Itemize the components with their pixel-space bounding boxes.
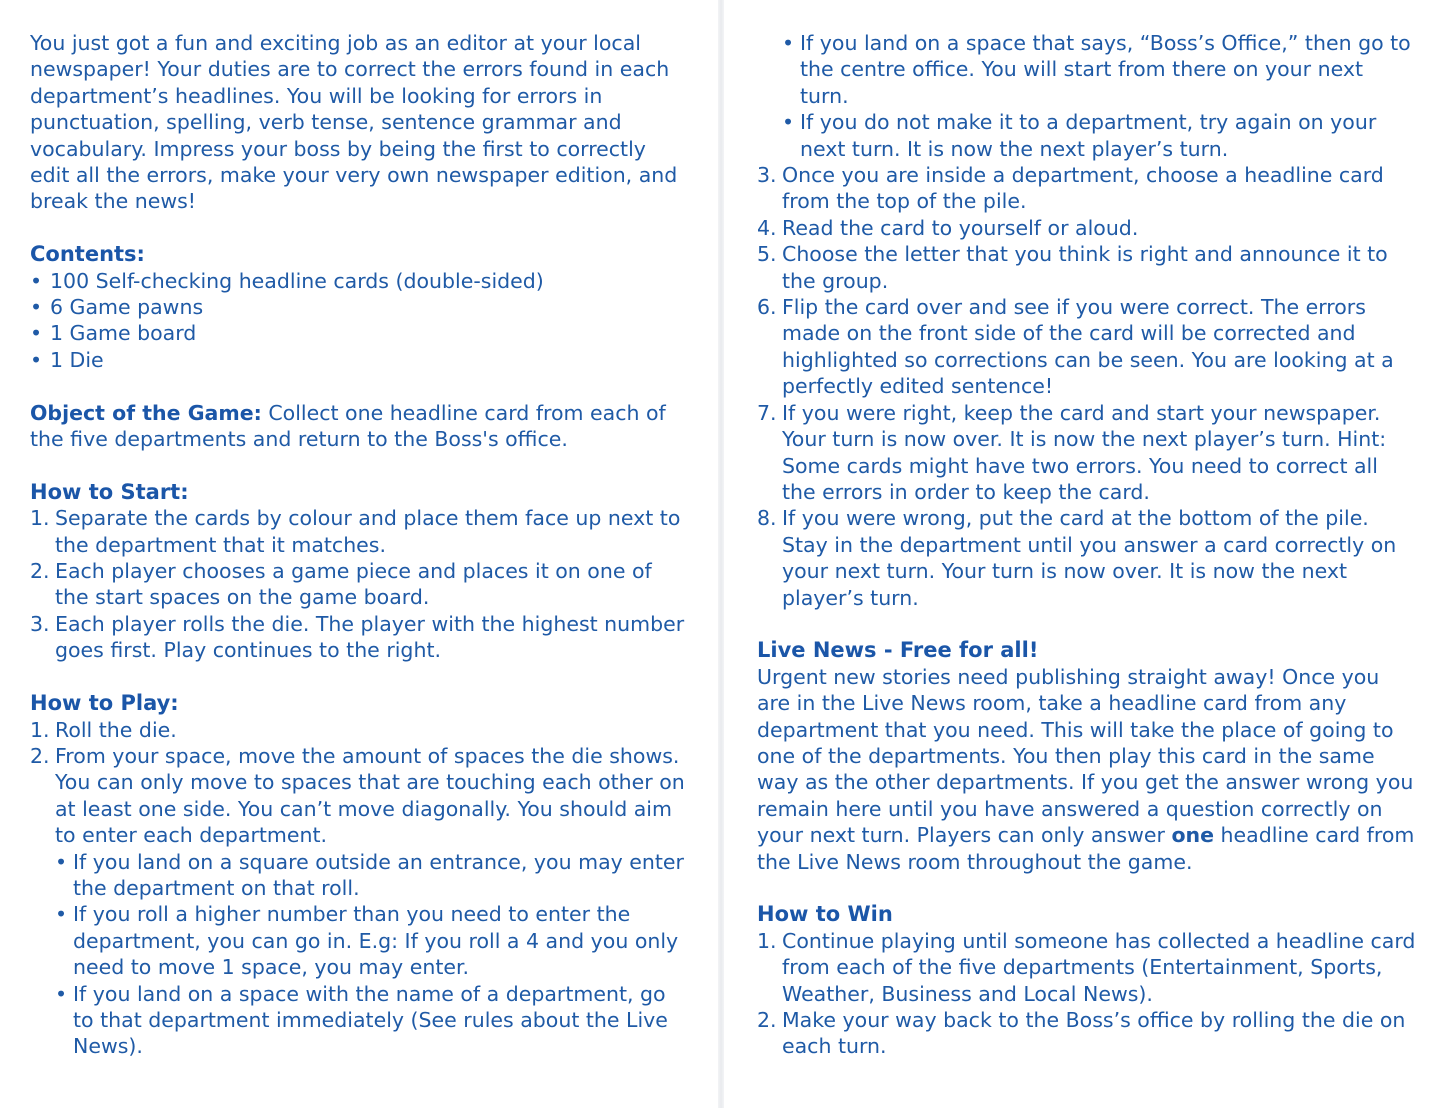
object-heading: Object of the Game: — [30, 400, 262, 425]
list-item: 2. Each player chooses a game piece and places it on one of the start spaces on the game board. — [30, 559, 652, 610]
left-column — [30, 30, 690, 1060]
list-item: 1. Roll the die. — [30, 717, 177, 742]
list-item: 4. Read the card to yourself or aloud. — [757, 215, 1139, 240]
list-item: 6. Flip the card over and see if you were correct. The errors made on the front side of the card will be corrected and highlighted so corrections can be seen. You are looking at a perfectly edited sentence! — [757, 295, 1394, 399]
sub-bullet: • If you land on a space that says, “Boss’s Office,” then go to the centre office. You will start from there on your next turn. — [782, 31, 1411, 108]
how-to-win-heading: How to Win — [757, 902, 893, 927]
list-item: • 6 Game pawns — [30, 295, 204, 320]
sub-bullet: • If you do not make it to a department, try again on your next turn. It is now the next player’s turn. — [782, 110, 1377, 161]
sub-bullet: • If you roll a higher number than you need to enter the department, you can go in. E.g: If you roll a 4 and you only need to move 1 space, you may enter. — [55, 902, 679, 980]
object-paragraph: Object of the Game: Collect one headline card from each of the five departments and return to the Boss's office. — [30, 400, 666, 452]
list-item: 2. Make your way back to the Boss’s office by rolling the die on each turn. — [757, 1008, 1406, 1059]
list-item: 2. From your space, move the amount of spaces the die shows. You can only move to spaces that are touching each other on at least one side. You can’t move diagonally. You should aim to enter each department. — [30, 743, 685, 848]
sub-bullet: • If you land on a space with the name of a department, go to that department immediately (See rules about the Live News). — [55, 981, 668, 1059]
list-item: • 100 Self-checking headline cards (double-sided) — [30, 268, 544, 293]
list-item: 1. Continue playing until someone has collected a headline card from each of the five departments (Entertainment, Sports, Weather, Business and Local News). — [757, 928, 1416, 1006]
sub-bullet: • If you land on a square outside an entrance, you may enter the department on that roll. — [55, 849, 684, 900]
intro-paragraph: You just got a fun and exciting job as an editor at your local newspaper! Your duties are to correct the errors found in each department’s headlines. You will be looking for errors in punctuation, spelling, verb tense, sentence grammar and vocabulary. Impress your boss by being the first to correctly edit all the errors, make your very own newspaper edition, and break the news! — [30, 31, 678, 214]
list-item: 3. Once you are inside a department, choose a headline card from the top of the pile. — [757, 163, 1384, 214]
contents-heading: Contents: — [30, 242, 145, 267]
page-fold — [718, 0, 724, 1108]
list-item: 5. Choose the letter that you think is right and announce it to the group. — [757, 242, 1388, 293]
list-item: • 1 Die — [30, 347, 104, 372]
list-item: 3. Each player rolls the die. The player with the highest number goes first. Play continues to the right. — [30, 611, 685, 663]
list-item: • 1 Game board — [30, 321, 197, 346]
live-news-heading: Live News - Free for all! — [757, 638, 1039, 663]
list-item: 7. If you were right, keep the card and start your newspaper. Your turn is now over. It is now the next player’s turn. Hint: Some cards might have two errors. You need to correct all the errors in order to keep the card. — [757, 400, 1387, 504]
right-column — [757, 30, 1417, 1060]
how-to-start-heading: How to Start: — [30, 479, 189, 504]
how-to-play-heading: How to Play: — [30, 691, 179, 716]
live-news-paragraph: Urgent new stories need publishing straight away! Once you are in the Live News room, take a headline card from any department that you need. This will take the place of going to one of the departments. You then play this card in the same way as the other departments. If you get the answer wrong you remain here until you have answered a question correctly on your next turn. Players can only answer one headline card from the Live News room throughout the game. — [757, 664, 1415, 874]
list-item: 1. Separate the cards by colour and place them face up next to the department that it matches. — [30, 506, 681, 557]
list-item: 8. If you were wrong, put the card at the bottom of the pile. Stay in the department until you answer a card correctly on your next turn. Your turn is now over. It is now the next player’s turn. — [757, 506, 1397, 610]
